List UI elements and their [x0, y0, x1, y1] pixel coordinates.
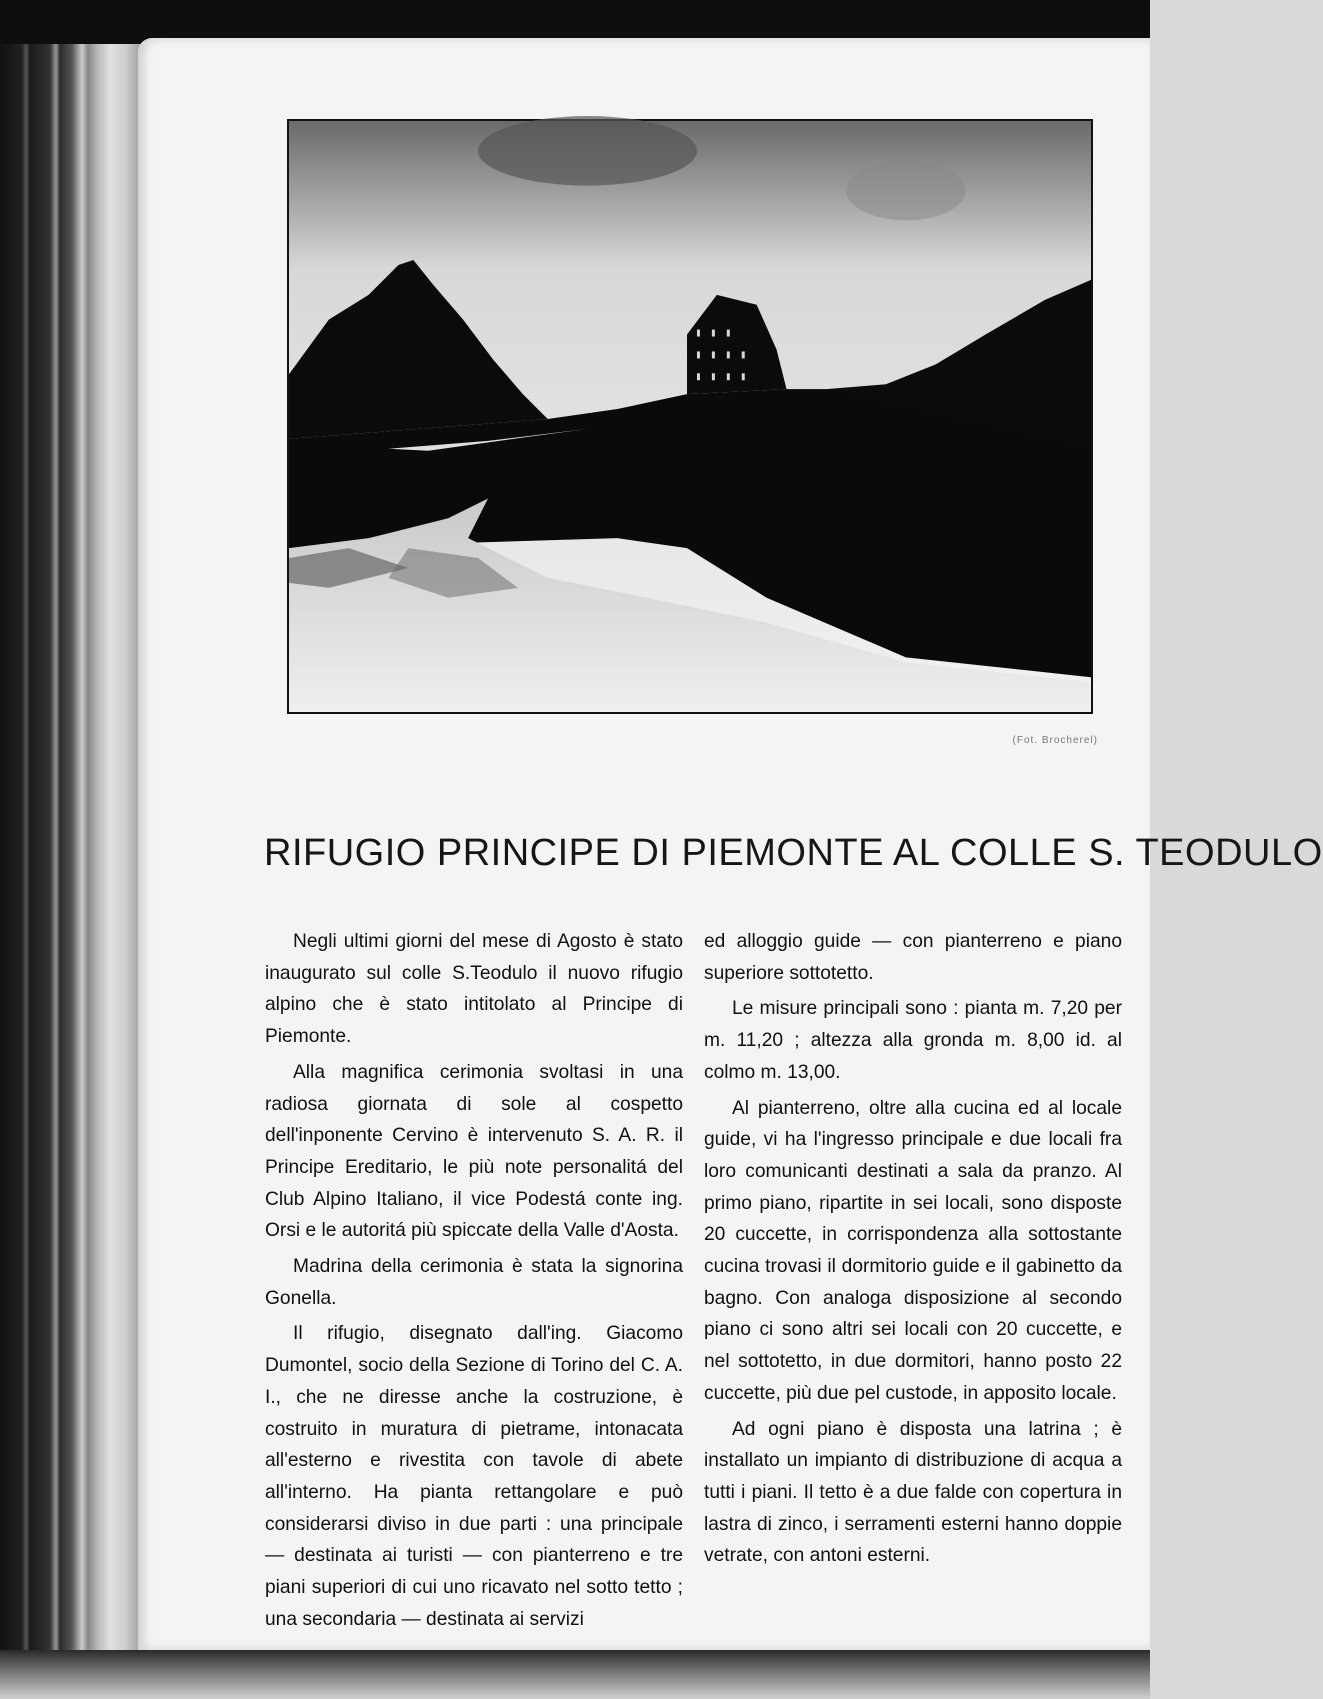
paragraph: Alla magnifica cerimonia svoltasi in una radiosa giornata di sole al cospetto dell'inponente Cervino è intervenuto S. A. R. il Principe Ereditario, le più note personalitá del Club Alpino Italiano, il vice Podestá conte ing. Orsi e le autoritá più spiccate della Valle d'Aosta. [265, 1061, 683, 1242]
paragraph: Ad ogni piano è disposta una latrina ; è installato un impianto di distribuzione di acqua a tutti i piani. Il tetto è a due falde con copertura in lastra di zinco, i serramenti esterni hanno doppie vetrate, con antoni esterni. [704, 1418, 1122, 1567]
scan-bottom-border [0, 1650, 1150, 1699]
photo-credit: (Fot. Brocherel) [1012, 735, 1098, 746]
book-binding-edge [0, 0, 150, 1699]
paragraph: Madrina della cerimonia è stata la signorina Gonella. [265, 1256, 683, 1309]
article-column-right [704, 926, 1122, 1576]
article-column-left [265, 926, 683, 1639]
mountain-refuge-image [289, 121, 1091, 712]
cloud-patch [478, 116, 697, 186]
paragraph-continuation: ed alloggio guide — con pianterreno e piano superiore sottotetto. [704, 931, 1122, 984]
refuge-photograph [287, 119, 1093, 714]
cloud-patch [846, 161, 965, 221]
paragraph: Negli ultimi giorni del mese di Agosto è stato inaugurato sul colle S.Teodulo il nuovo rifugio alpino che è stato intitolato al Principe di Piemonte. [265, 931, 683, 1048]
paragraph: Il rifugio, disegnato dall'ing. Giacomo Dumontel, socio della Sezione di Torino del C. A. I., che ne diresse anche la costruzione, è costruito in muratura di pietrame, intonacata all'esterno e rivestita con tavole di abete all'interno. Ha pianta rettangolare e può considerarsi diviso in due parti : una principale — destinata ai turisti — con pianterreno e tre piani superiori di cui uno ricavato nel sotto tetto ; una secondaria — destinata ai servizi [265, 1323, 683, 1630]
article-title: RIFUGIO PRINCIPE DI PIEMONTE AL COLLE S. TEODULO [264, 832, 1323, 874]
paragraph: Al pianterreno, oltre alla cucina ed al locale guide, vi ha l'ingresso principale e due locali fra loro comunicanti destinati a sala da pranzo. Al primo piano, ripartite in sei locali, sono disposte 20 cuccette, in corrispondenza alla sottostante cucina trovasi il dormitorio guide e il gabinetto da bagno. Con analoga disposizione al secondo piano ci sono altri sei locali con 20 cuccette, e nel sottotetto, in due dormitori, hanno posto 22 cuccette, più due pel custode, in apposito locale. [704, 1097, 1122, 1404]
paragraph: Le misure principali sono : pianta m. 7,20 per m. 11,20 ; altezza alla gronda m. 8,00 id. al colmo m. 13,00. [704, 998, 1122, 1083]
